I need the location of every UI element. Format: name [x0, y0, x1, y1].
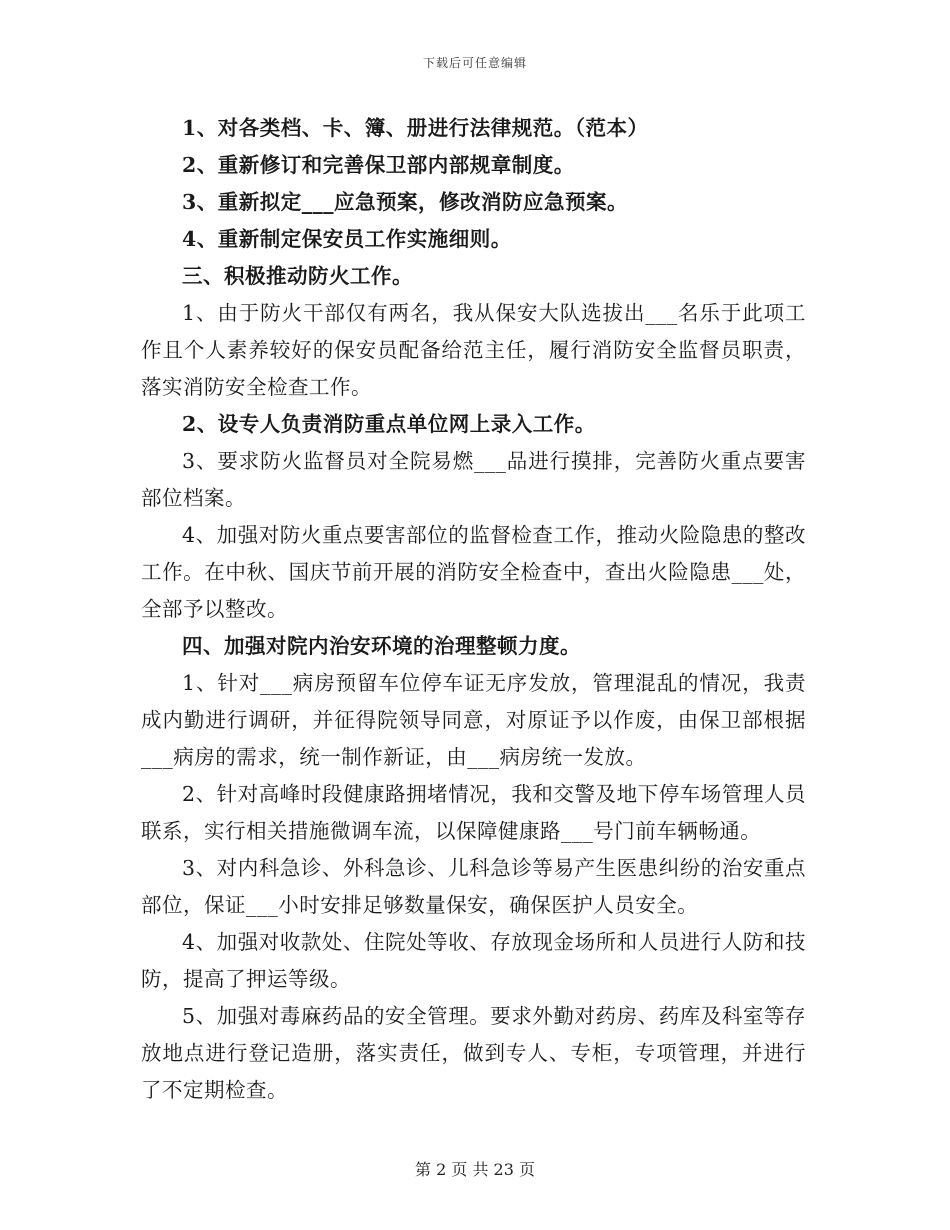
paragraph: 2、设专人负责消防重点单位网上录入工作。 — [182, 412, 596, 436]
section-heading: 四、加强对院内治安环境的治理整顿力度。 — [182, 634, 581, 658]
paragraph: 4、重新制定保安员工作实施细则。 — [182, 227, 512, 251]
paragraph: 1、对各类档、卡、簿、册进行法律规范。（范本） — [182, 116, 649, 140]
page-header-note: 下载后可任意编辑 — [422, 56, 527, 70]
paragraph: 3、重新拟定___应急预案，修改消防应急预案。 — [182, 190, 629, 214]
paragraph: 5、加强对毒麻药品的安全管理。要求外勤对药房、药库及科室等存放地点进行登记造册，落实责任，做到专人、专柜，专项管理，并进行了不定期检查。 — [141, 1004, 806, 1102]
paragraph: 2、针对高峰时段健康路拥堵情况，我和交警及地下停车场管理人员联系，实行相关措施微调车流，以保障健康路___号门前车辆畅通。 — [141, 782, 806, 843]
paragraph: 2、重新修订和完善保卫部内部规章制度。 — [182, 153, 575, 177]
paragraph: 4、加强对防火重点要害部位的监督检查工作，推动火险隐患的整改工作。在中秋、国庆节前开展的消防安全检查中，查出火险隐患___处，全部予以整改。 — [141, 523, 806, 621]
paragraph: 1、针对___病房预留车位停车证无序发放，管理混乱的情况，我责成内勤进行调研，并征得院领导同意，对原证予以作废，由保卫部根据___病房的需求，统一制作新证，由___病房统一发放。 — [141, 671, 806, 769]
paragraph: 3、要求防火监督员对全院易燃___品进行摸排，完善防火重点要害部位档案。 — [141, 449, 806, 510]
section-heading: 三、积极推动防火工作。 — [182, 264, 413, 288]
paragraph: 3、对内科急诊、外科急诊、儿科急诊等易产生医患纠纷的治安重点部位，保证___小时安排足够数量保安，确保医护人员安全。 — [141, 856, 806, 917]
page-number: 第 2 页 共 23 页 — [415, 1160, 535, 1179]
document-body — [141, 110, 806, 1109]
paragraph: 4、加强对收款处、住院处等收、存放现金场所和人员进行人防和技防，提高了押运等级。 — [141, 930, 806, 991]
paragraph: 1、由于防火干部仅有两名，我从保安大队选拔出___名乐于此项工作且个人素养较好的保安员配备给范主任，履行消防安全监督员职责，落实消防安全检查工作。 — [141, 301, 806, 399]
